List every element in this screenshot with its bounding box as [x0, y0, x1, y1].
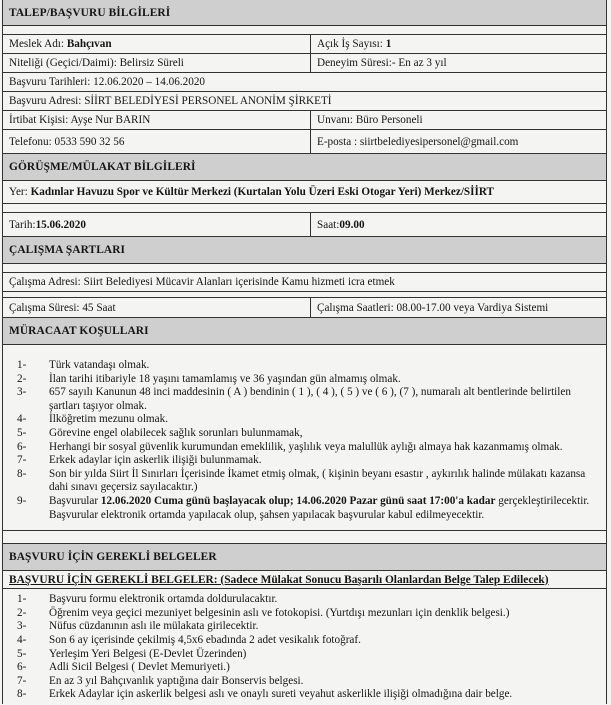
section-header-application-info	[3, 0, 606, 26]
list-item: 8- Son bir yılda Siirt İl Sınırları İçerisinde İkamet etmiş olmak, ( kişinin beyanı esastır , aykırılık halinde mülakatı kazansa dahi sınavı geçersiz sayılacaktır.)	[17, 467, 586, 494]
documents-list	[3, 589, 606, 705]
documents-subtitle: BAŞVURU İÇİN GEREKLİ BELGELER: (Sadece Mülakat Sonucu Başarılı Olanlardan Belge Talep Edilecek)	[3, 571, 606, 589]
list-item: 2- İlan tarihi itibariyle 18 yaşını tamamlamış ve 36 yaşından gün almamış olmak.	[17, 372, 401, 385]
row-contact	[3, 111, 606, 130]
contact-person: İrtibat Kişisi: Ayşe Nur BARIN	[3, 111, 311, 129]
experience-cell: Deneyim Süresi:- En az 3 yıl	[317, 57, 447, 69]
location-cell: Yer: Kadınlar Havuzu Spor ve Kültür Merkezi (Kurtalan Yolu Üzeri Eski Otogar Yeri) Merkez/SİİRT	[9, 186, 495, 198]
row-dates	[3, 73, 606, 92]
nature-cell: Niteliği (Geçici/Daimi): Belirsiz Süreli	[3, 54, 311, 72]
section-header-application-conditions	[3, 317, 606, 345]
application-address: Başvuru Adresi: SİİRT BELEDİYESİ PERSONEL ANONİM ŞİRKETİ	[9, 95, 332, 107]
location-value: Kadınlar Havuzu Spor ve Kültür Merkezi (Kurtalan Yolu Üzeri Eski Otogar Yeri) Merkez/SİİRT	[30, 186, 495, 198]
list-item: 6- Herhangi bir sosyal güvenlik kurumundan emeklilik, yaşlılık veya malullük aylığı almaya hak kazanmamış olmak.	[17, 440, 563, 453]
list-item: 7- En az 3 yıl Bahçıvanlık yaptığına dair Bonservis belgesi.	[17, 674, 304, 687]
section-title: TALEP/BAŞVURU BİLGİLERİ	[9, 6, 171, 19]
open-positions-value: 1	[385, 38, 392, 50]
section-header-interview-info	[3, 153, 606, 181]
interview-time: Saat: 09.00	[317, 218, 365, 231]
row-location	[3, 181, 606, 204]
list-item: 6- Adli Sicil Belgesi ( Devlet Memuriyeti.)	[17, 661, 230, 674]
list-item: 3- 657 sayılı Kanunun 48 inci maddesinin ( A ) bendinin ( 1 ), ( 4 ), ( 5 ) ve ( 6 ), (7 ), numaralı alt bentlerinde belirtilen şartları taşıyor olmak.	[17, 386, 571, 412]
list-item: 4- Son 6 ay içerisinde çekilmiş 4,5x6 ebadında 2 adet vesikalık fotoğraf.	[17, 633, 361, 646]
list-item: 4- İlköğretim mezunu olmak.	[17, 413, 168, 426]
list-item: 1- Başvuru formu elektronik ortamda doldurulacaktır.	[17, 593, 278, 606]
job-posting-document	[2, 0, 607, 704]
section-title: ÇALIŞMA ŞARTLARI	[9, 244, 126, 256]
row-phone	[3, 130, 606, 153]
contact-title: Unvanı: Büro Personeli	[317, 114, 423, 126]
list-item: 9- Başvurular 12.06.2020 Cuma günü başlayacak olup; 14.06.2020 Pazar günü saat 17:00'a kadar gerçekleştirilecektir. Başvurular elektronik ortamda yapılacak olup, şahsen yapılacak başvurular kabul edilmeyecektir.	[17, 494, 590, 521]
section-title: GÖRÜŞME/MÜLAKAT BİLGİLERİ	[9, 161, 196, 173]
conditions-list	[3, 345, 606, 531]
list-item: 8- Erkek Adaylar için askerlik belgesi aslı ve onaylı sureti veyahut askerlikle ilişiği olmadığına dair belge.	[17, 688, 513, 701]
profession-value: Bahçıvan	[66, 38, 112, 50]
section-title: BAŞVURU İÇİN GEREKLİ BELGELER	[9, 551, 217, 564]
section-header-work-conditions	[3, 236, 606, 264]
email: E-posta : siirtbelediyesipersonel@gmail.com	[317, 135, 519, 148]
row-nature	[3, 54, 606, 73]
list-item: 5- Yerleşim Yeri Belgesi (E-Devlet Üzerinden)	[17, 647, 247, 660]
list-item: 3- Nüfus cüzdanının aslı ile mülakata girilecektir.	[17, 620, 259, 633]
work-hours: Çalışma Saatleri: 08.00-17.00 veya Vardiya Sistemi	[317, 301, 549, 314]
row-address	[3, 92, 606, 111]
profession-cell: Meslek Adı: Bahçıvan	[3, 35, 311, 53]
list-item: 7- Erkek adaylar için askerlik ilişiği bulunmamak.	[17, 454, 262, 467]
interview-date: Tarih: 15.06.2020	[3, 213, 311, 236]
list-item: 1- Türk vatandaşı olmak.	[17, 359, 150, 371]
list-item: 5- Görevine engel olabilecek sağlık sorunları bulunmamak,	[17, 426, 303, 439]
open-positions-cell: Açık İş Sayısı: 1	[317, 38, 392, 50]
row-date-time	[3, 213, 606, 236]
phone: Telefonu: 0533 590 32 56	[3, 130, 311, 153]
row-work-hours	[3, 298, 606, 317]
section-title: MÜRACAAT KOŞULLARI	[9, 325, 149, 337]
work-duration: Çalışma Süresi: 45 Saat	[3, 298, 311, 317]
list-item: 2- Öğrenim veya geçici mezuniyet belgesinin aslı ve fotokopisi. (Yurtdışı mezunları için denklik belgesi.)	[17, 606, 510, 619]
row-work-address	[3, 273, 606, 292]
section-header-required-documents	[3, 543, 606, 571]
work-address: Çalışma Adresi: Siirt Belediyesi Mücavir Alanları içerisinde Kamu hizmeti icra etmek	[9, 276, 395, 288]
row-profession	[3, 35, 606, 54]
application-dates: Başvuru Tarihleri: 12.06.2020 – 14.06.2020	[9, 76, 206, 88]
